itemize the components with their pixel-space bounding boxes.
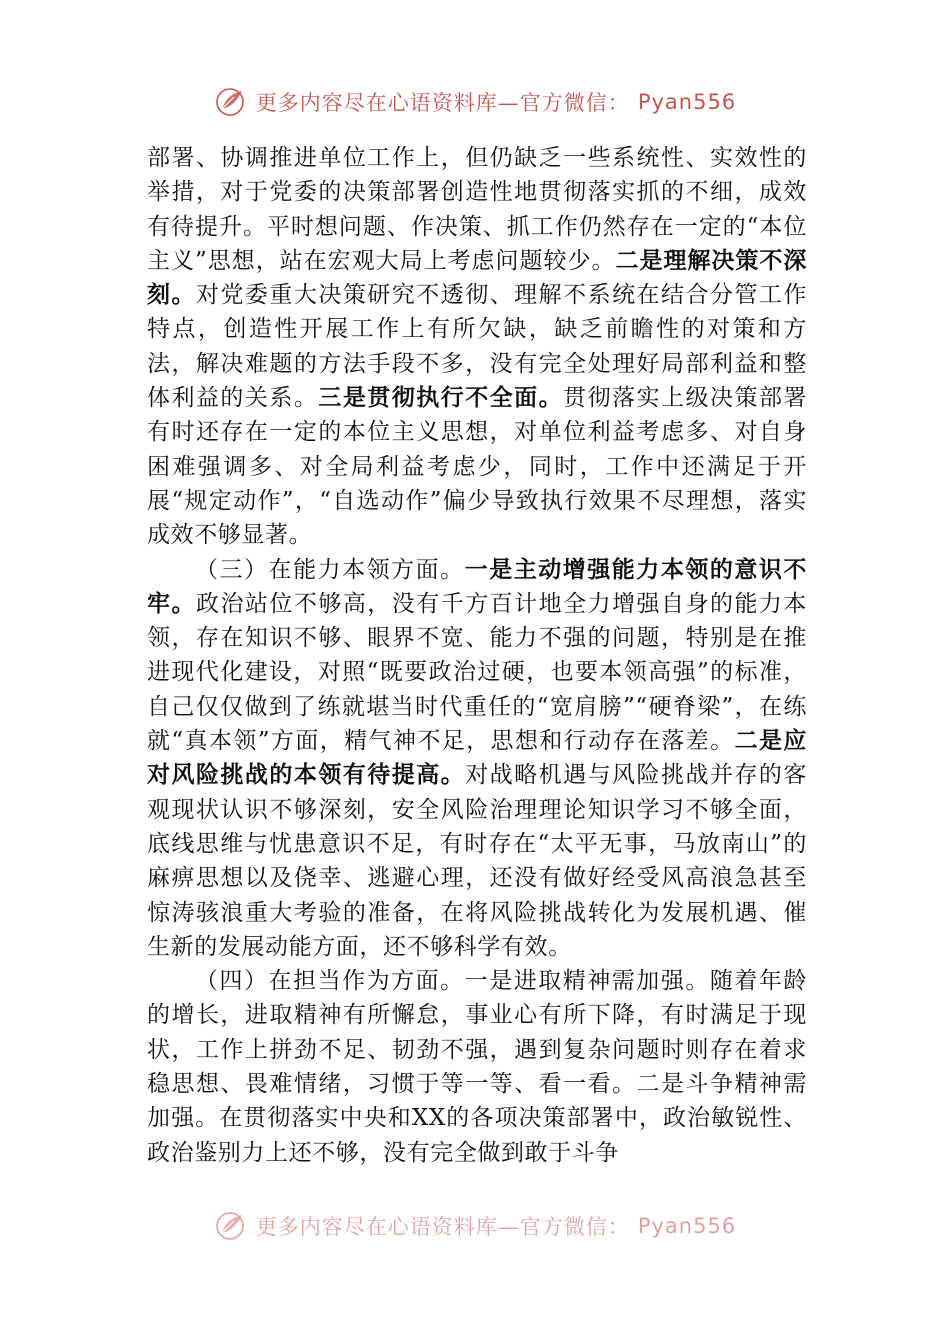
watermark-footer xyxy=(0,1206,950,1246)
paragraph xyxy=(147,964,807,1170)
watermark-code: Pyan556 xyxy=(637,90,737,114)
paragraph xyxy=(147,553,807,965)
bold-heading-run: 二是应对风险挑战的本领有待提高。 xyxy=(147,728,807,789)
document-body xyxy=(147,141,807,1170)
text-run: 政治站位不够高，没有千方百计地全力增强自身的能力本领，存在知识不够、眼界不宽、能力不强的问题，特别是在推进现代化建设，对照“既要政治过硬，也要本领高强”的标准，自己仅仅做到了练就堪当时代重任的“宽肩膀”“硬脊梁”，在练就“真本领”方面，精气神不足，思想和行动存在落差。 xyxy=(147,590,808,755)
text-run: 对战略机遇与风险挑战并存的客观现状认识不够深刻，安全风险治理理论知识学习不够全面，底线思维与忧患意识不足，有时存在“太平无事，马放南山”的麻痹思想以及侥幸、逃避心理，还没有做好经受风高浪急甚至惊涛骇浪重大考验的准备，在将风险挑战转化为发展机遇、催生新的发展动能方面，还不够科学有效。 xyxy=(147,762,807,960)
watermark-code: Pyan556 xyxy=(637,1214,737,1238)
text-run: 对党委重大决策研究不透彻、理解不系统在结合分管工作特点，创造性开展工作上有所欠缺，缺乏前瞻性的对策和方法，解决难题的方法手段不多，没有完全处理好局部利益和整体利益的关系。 xyxy=(147,282,808,412)
bold-heading-run: 二是理解决策不深刻。 xyxy=(147,247,807,309)
text-run: 贯彻落实上级决策部署有时还存在一定的本位主义思想，对单位利益考虑多、对自身困难强调多、对全局利益考虑少，同时，工作中还满足于开展“规定动作”，“自选动作”偏少导致执行效果不尽理想，落实成效不够显著。 xyxy=(147,385,808,549)
bold-heading-run: 一是主动增强能力本领的意识不牢。 xyxy=(147,556,807,617)
paragraph xyxy=(147,141,807,553)
watermark-header xyxy=(0,82,950,122)
text-run: （三）在能力本领方面。 xyxy=(195,556,465,583)
bold-heading-run: 三是贯彻执行不全面。 xyxy=(318,385,564,412)
text-run: 部署、协调推进单位工作上，但仍缺乏一些系统性、实效性的举措，对于党委的决策部署创造性地贯彻落实抓的不细，成效有待提升。平时想问题、作决策、抓工作仍然存在一定的“本位主义”思想，站在宏观大局上考虑问题较少。 xyxy=(147,145,807,274)
leaf-logo-icon xyxy=(214,1209,248,1243)
watermark-text: 更多内容尽在心语资料库—官方微信： xyxy=(255,91,630,115)
watermark-text: 更多内容尽在心语资料库—官方微信： xyxy=(255,1215,630,1239)
leaf-logo-icon xyxy=(214,85,248,119)
text-run: （四）在担当作为方面。一是进取精神需加强。随着年龄的增长，进取精神有所懈怠，事业心有所下降，有时满足于现状，工作上拼劲不足、韧劲不强，遇到复杂问题时则存在着求稳思想、畏难情绪，习惯于等一等、看一看。二是斗争精神需加强。在贯彻落实中央和XX的各项决策部署中，政治敏锐性、政治鉴别力上还不够，没有完全做到敢于斗争 xyxy=(147,968,807,1166)
